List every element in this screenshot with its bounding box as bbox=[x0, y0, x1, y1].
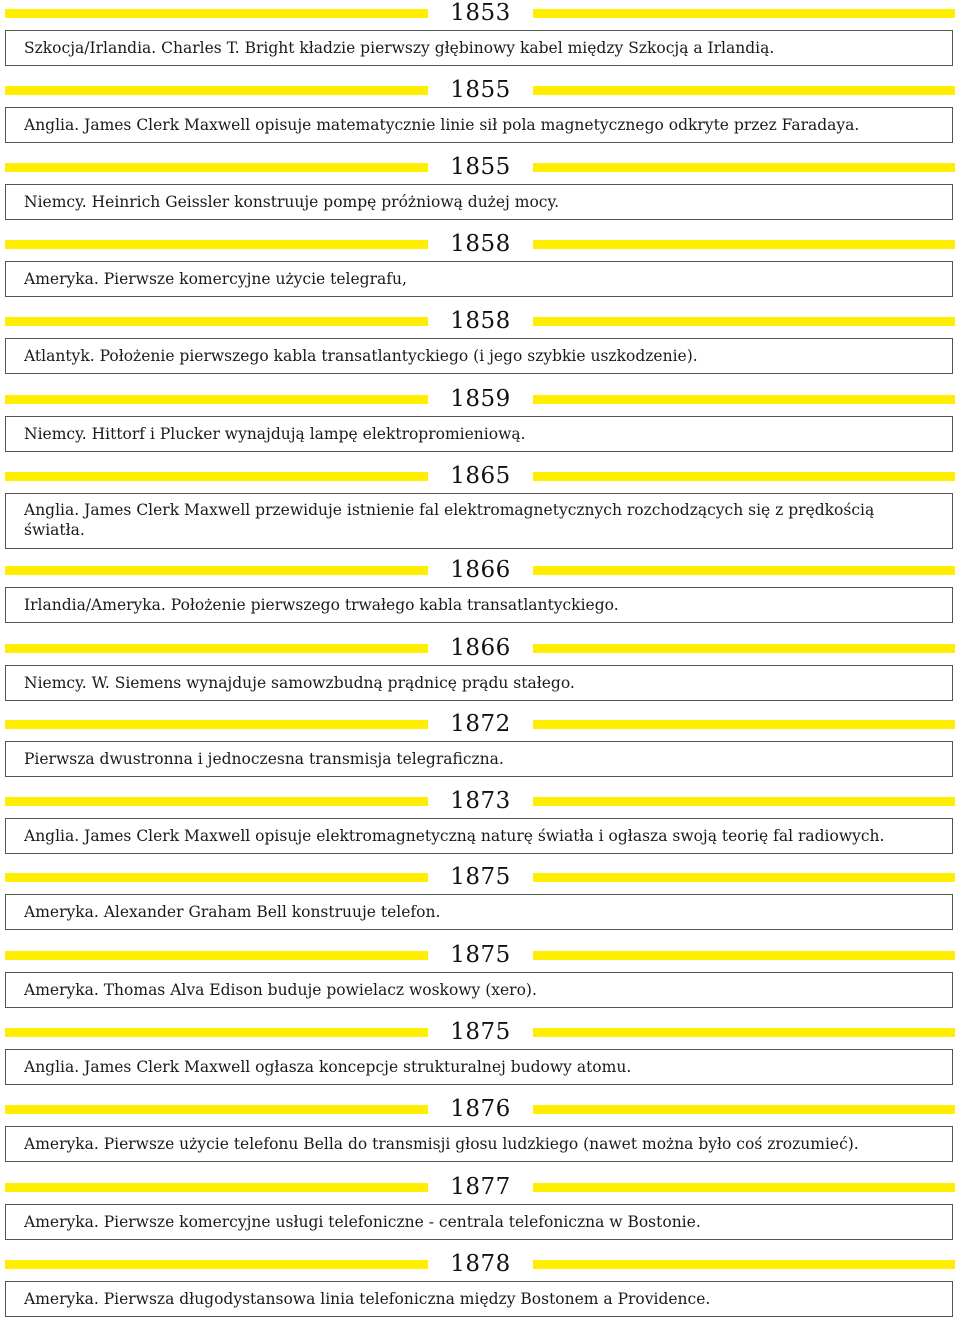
year-header bbox=[0, 386, 960, 412]
event-box: Niemcy. W. Siemens wynajduje samowzbudną prądnicę prądu stałego. bbox=[5, 665, 953, 701]
year-label: 1872 bbox=[450, 711, 511, 737]
year-bar-left bbox=[5, 1105, 428, 1114]
event-box: Anglia. James Clerk Maxwell opisuje matematycznie linie sił pola magnetycznego odkryte przez Faradaya. bbox=[5, 107, 953, 143]
year-label: 1875 bbox=[450, 1019, 511, 1045]
year-bar-right bbox=[533, 1183, 955, 1192]
year-label: 1858 bbox=[450, 308, 511, 334]
year-bar-right bbox=[533, 797, 955, 806]
year-bar-left bbox=[5, 797, 428, 806]
year-bar-left bbox=[5, 720, 428, 729]
event-box: Ameryka. Pierwsze komercyjne usługi telefoniczne - centrala telefoniczna w Bostonie. bbox=[5, 1204, 953, 1240]
year-bar-left bbox=[5, 9, 428, 18]
year-bar-left bbox=[5, 163, 428, 172]
year-label: 1876 bbox=[450, 1096, 511, 1122]
event-box: Niemcy. Hittorf i Plucker wynajdują lampę elektropromieniową. bbox=[5, 416, 953, 452]
year-header bbox=[0, 557, 960, 583]
event-box: Anglia. James Clerk Maxwell ogłasza koncepcje strukturalnej budowy atomu. bbox=[5, 1049, 953, 1085]
year-label: 1855 bbox=[450, 154, 511, 180]
year-bar-left bbox=[5, 566, 428, 575]
event-box: Ameryka. Pierwsza długodystansowa linia telefoniczna między Bostonem a Providence. bbox=[5, 1281, 953, 1317]
year-label: 1855 bbox=[450, 77, 511, 103]
year-bar-right bbox=[533, 873, 955, 882]
year-label: 1875 bbox=[450, 942, 511, 968]
year-bar-right bbox=[533, 472, 955, 481]
year-header bbox=[0, 1251, 960, 1277]
year-bar-right bbox=[533, 317, 955, 326]
year-bar-left bbox=[5, 395, 428, 404]
year-header bbox=[0, 463, 960, 489]
year-header bbox=[0, 1019, 960, 1045]
year-bar-right bbox=[533, 163, 955, 172]
year-label: 1878 bbox=[450, 1251, 511, 1277]
year-header bbox=[0, 154, 960, 180]
year-bar-left bbox=[5, 1183, 428, 1192]
year-bar-right bbox=[533, 395, 955, 404]
year-bar-right bbox=[533, 9, 955, 18]
year-bar-right bbox=[533, 1105, 955, 1114]
year-bar-left bbox=[5, 240, 428, 249]
year-header bbox=[0, 1096, 960, 1122]
year-bar-right bbox=[533, 720, 955, 729]
event-box: Ameryka. Pierwsze użycie telefonu Bella do transmisji głosu ludzkiego (nawet można było coś zrozumieć). bbox=[5, 1126, 953, 1162]
year-header bbox=[0, 0, 960, 26]
event-box: Anglia. James Clerk Maxwell opisuje elektromagnetyczną naturę światła i ogłasza swoją teorię fal radiowych. bbox=[5, 818, 953, 854]
year-label: 1866 bbox=[450, 557, 511, 583]
year-label: 1875 bbox=[450, 864, 511, 890]
year-bar-right bbox=[533, 951, 955, 960]
year-label: 1859 bbox=[450, 386, 511, 412]
year-header bbox=[0, 77, 960, 103]
year-bar-right bbox=[533, 240, 955, 249]
year-bar-left bbox=[5, 644, 428, 653]
year-bar-left bbox=[5, 873, 428, 882]
year-header bbox=[0, 1174, 960, 1200]
year-header bbox=[0, 711, 960, 737]
year-bar-left bbox=[5, 1028, 428, 1037]
event-box: Pierwsza dwustronna i jednoczesna transmisja telegraficzna. bbox=[5, 741, 953, 777]
year-label: 1866 bbox=[450, 635, 511, 661]
year-bar-left bbox=[5, 951, 428, 960]
year-bar-left bbox=[5, 1260, 428, 1269]
year-label: 1853 bbox=[450, 0, 511, 26]
year-header bbox=[0, 942, 960, 968]
year-header bbox=[0, 864, 960, 890]
event-box: Irlandia/Ameryka. Położenie pierwszego trwałego kabla transatlantyckiego. bbox=[5, 587, 953, 623]
event-box: Anglia. James Clerk Maxwell przewiduje istnienie fal elektromagnetycznych rozchodzących się z prędkością światła. bbox=[5, 493, 953, 549]
event-box: Ameryka. Alexander Graham Bell konstruuje telefon. bbox=[5, 894, 953, 930]
year-header bbox=[0, 788, 960, 814]
year-bar-right bbox=[533, 1028, 955, 1037]
year-bar-left bbox=[5, 86, 428, 95]
year-bar-right bbox=[533, 1260, 955, 1269]
year-label: 1877 bbox=[450, 1174, 511, 1200]
year-label: 1865 bbox=[450, 463, 511, 489]
event-box: Atlantyk. Położenie pierwszego kabla transatlantyckiego (i jego szybkie uszkodzenie). bbox=[5, 338, 953, 374]
event-box: Niemcy. Heinrich Geissler konstruuje pompę próżniową dużej mocy. bbox=[5, 184, 953, 220]
year-bar-right bbox=[533, 86, 955, 95]
event-box: Ameryka. Thomas Alva Edison buduje powielacz woskowy (xero). bbox=[5, 972, 953, 1008]
year-header bbox=[0, 635, 960, 661]
year-label: 1858 bbox=[450, 231, 511, 257]
year-bar-right bbox=[533, 566, 955, 575]
event-box: Szkocja/Irlandia. Charles T. Bright kładzie pierwszy głębinowy kabel między Szkocją a Irlandią. bbox=[5, 30, 953, 66]
year-bar-left bbox=[5, 472, 428, 481]
year-bar-left bbox=[5, 317, 428, 326]
event-box: Ameryka. Pierwsze komercyjne użycie telegrafu, bbox=[5, 261, 953, 297]
year-bar-right bbox=[533, 644, 955, 653]
year-header bbox=[0, 231, 960, 257]
year-header bbox=[0, 308, 960, 334]
year-label: 1873 bbox=[450, 788, 511, 814]
